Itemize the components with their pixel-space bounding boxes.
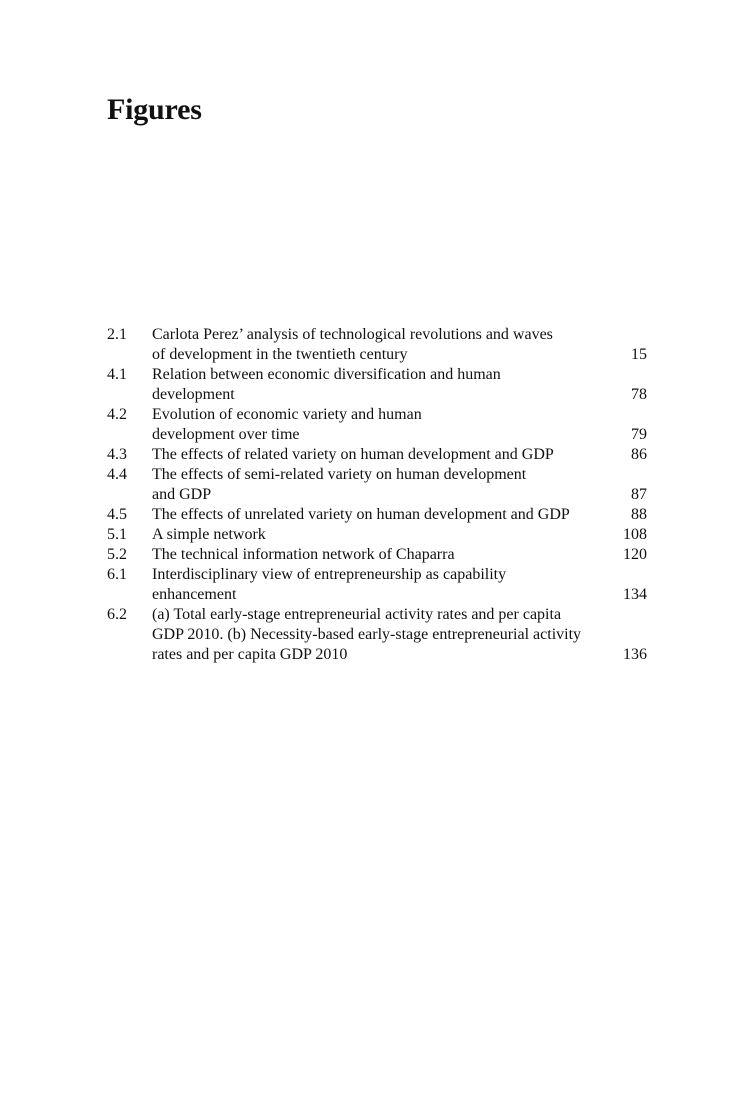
figure-caption-line: The effects of semi-related variety on human development [152, 466, 527, 483]
figure-number: 4.1 [107, 366, 127, 383]
figure-page-number: 120 [623, 546, 647, 563]
figure-caption-line: and GDP [152, 486, 212, 503]
figure-number: 4.2 [107, 406, 127, 423]
figure-entry [107, 325, 647, 365]
figure-entry [107, 365, 647, 405]
figure-caption-line: rates and per capita GDP 2010 [152, 646, 348, 663]
figure-caption-line: (a) Total early-stage entrepreneurial activity rates and per capita [152, 606, 562, 623]
figure-entry [107, 445, 647, 465]
figure-number: 5.1 [107, 526, 127, 543]
figure-caption-line: enhancement [152, 586, 237, 603]
figure-number: 6.1 [107, 566, 127, 583]
figure-page-number: 87 [631, 486, 647, 503]
figure-caption-line: Interdisciplinary view of entrepreneurship as capability [152, 566, 507, 583]
figure-number: 2.1 [107, 326, 127, 343]
figure-list [107, 325, 647, 665]
page-title: Figures [107, 93, 202, 126]
figure-entry [107, 605, 647, 665]
figure-caption-line: development over time [152, 426, 300, 443]
figure-number: 4.5 [107, 506, 127, 523]
figure-entry [107, 545, 647, 565]
figure-caption-line: The technical information network of Chaparra [152, 546, 455, 563]
figure-entry [107, 405, 647, 445]
figure-entry [107, 525, 647, 545]
figure-page-number: 79 [631, 426, 647, 443]
figure-page-number: 86 [631, 446, 647, 463]
figure-page-number: 15 [631, 346, 647, 363]
figure-page-number: 108 [623, 526, 647, 543]
figure-number: 5.2 [107, 546, 127, 563]
figure-number: 4.4 [107, 466, 127, 483]
figure-caption-line: The effects of unrelated variety on human development and GDP [152, 506, 570, 523]
figure-page-number: 88 [631, 506, 647, 523]
figure-page-number: 136 [623, 646, 647, 663]
figure-caption-line: development [152, 386, 235, 403]
figure-caption-line: Relation between economic diversification and human [152, 366, 501, 383]
figure-page-number: 134 [623, 586, 647, 603]
figure-number: 6.2 [107, 606, 127, 623]
figure-page-number: 78 [631, 386, 647, 403]
figure-number: 4.3 [107, 446, 127, 463]
figure-caption-line: Carlota Perez’ analysis of technological revolutions and waves [152, 326, 553, 343]
figure-caption-line: GDP 2010. (b) Necessity-based early-stage entrepreneurial activity [152, 626, 582, 643]
figure-caption-line: The effects of related variety on human development and GDP [152, 446, 554, 463]
figure-entry [107, 465, 647, 505]
figure-caption-line: of development in the twentieth century [152, 346, 408, 363]
figure-entry [107, 565, 647, 605]
figure-entry [107, 505, 647, 525]
figure-caption-line: Evolution of economic variety and human [152, 406, 422, 423]
figure-caption-line: A simple network [152, 526, 266, 543]
